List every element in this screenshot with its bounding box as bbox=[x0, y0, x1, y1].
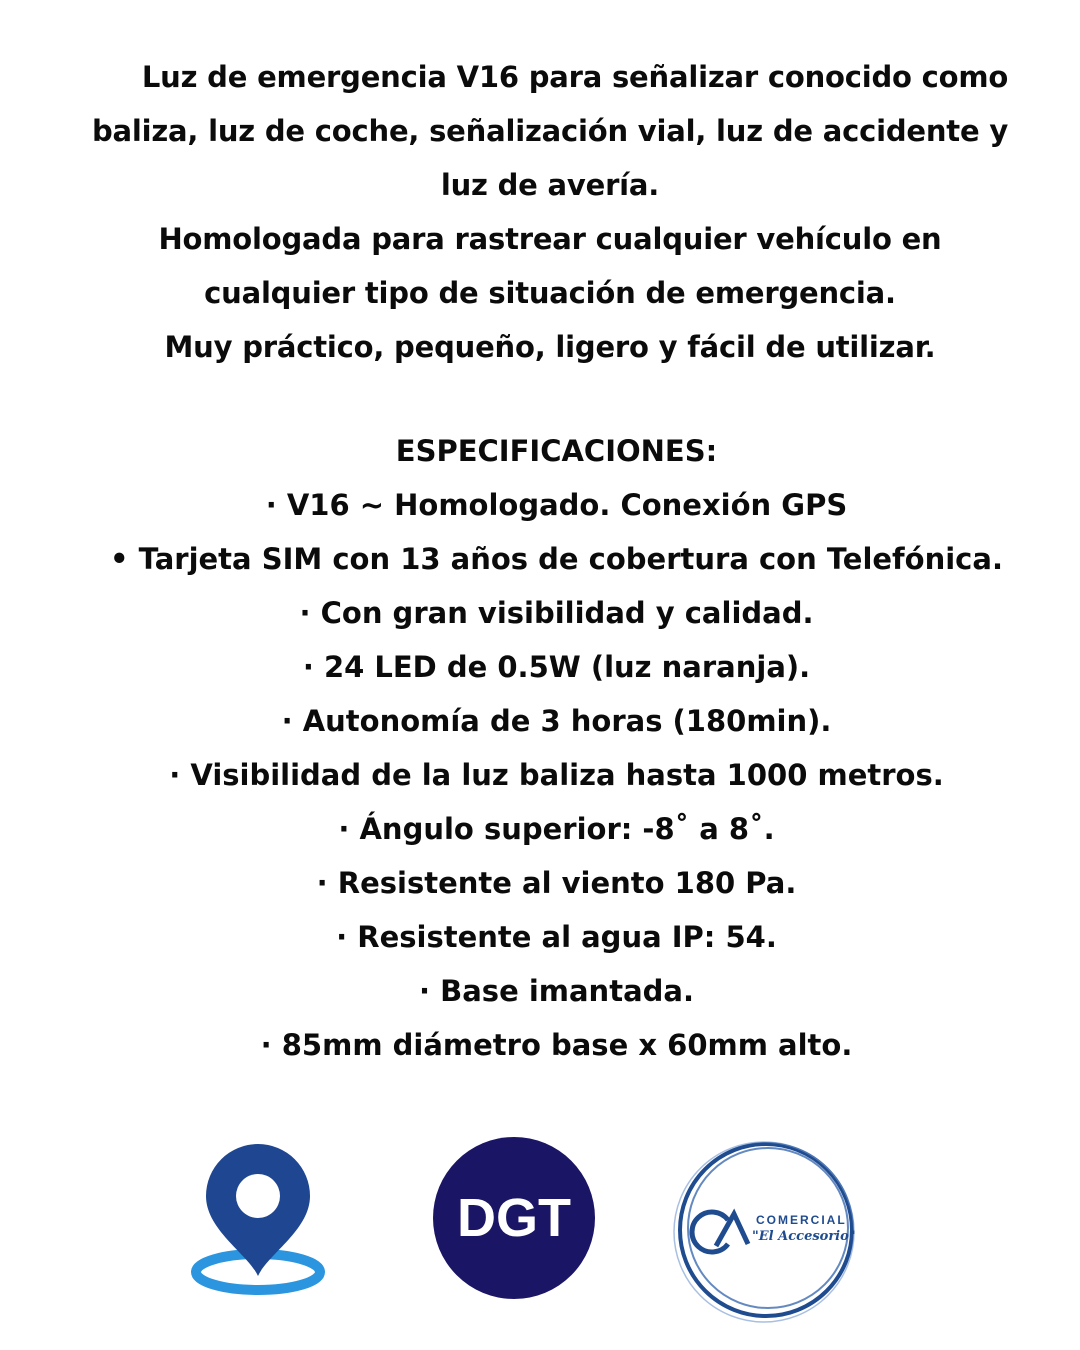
spec-item: · 85mm diámetro base x 60mm alto. bbox=[260, 1028, 853, 1062]
location-pin-icon bbox=[188, 1144, 328, 1296]
intro-line: Homologada para rastrear cualquier vehículo en bbox=[158, 222, 942, 256]
shop-logo-line1: COMERCIAL bbox=[756, 1213, 847, 1227]
spec-item: · Base imantada. bbox=[419, 974, 694, 1008]
dgt-logo-text: DGT bbox=[457, 1188, 571, 1248]
spec-item: · Resistente al viento 180 Pa. bbox=[316, 866, 797, 900]
intro-line: baliza, luz de coche, señalización vial, luz de accidente y bbox=[91, 114, 1009, 148]
specs-heading: ESPECIFICACIONES: bbox=[395, 434, 718, 468]
comercial-el-accesorio-logo bbox=[668, 1132, 864, 1328]
spec-item: · V16 ~ Homologado. Conexión GPS bbox=[265, 488, 848, 522]
specs-list bbox=[0, 478, 1080, 1072]
dgt-logo bbox=[433, 1137, 595, 1299]
intro-text bbox=[20, 50, 1080, 374]
spec-item: · Con gran visibilidad y calidad. bbox=[299, 596, 814, 630]
spec-item: · Visibilidad de la luz baliza hasta 1000 metros. bbox=[169, 758, 944, 792]
spec-item: · Autonomía de 3 horas (180min). bbox=[281, 704, 832, 738]
intro-line: cualquier tipo de situación de emergencia. bbox=[204, 276, 896, 310]
spec-item: · Ángulo superior: -8˚ a 8˚. bbox=[338, 812, 775, 846]
spec-item: · 24 LED de 0.5W (luz naranja). bbox=[302, 650, 811, 684]
intro-line: Luz de emergencia V16 para señalizar conocido como bbox=[141, 60, 1009, 94]
spec-item: • Tarjeta SIM con 13 años de cobertura con Telefónica. bbox=[110, 542, 1003, 576]
intro-line: Muy práctico, pequeño, ligero y fácil de utilizar. bbox=[164, 330, 936, 364]
shop-logo-line2: "El Accesorio" bbox=[752, 1229, 856, 1244]
intro-line: luz de avería. bbox=[440, 168, 660, 202]
spec-item: · Resistente al agua IP: 54. bbox=[336, 920, 777, 954]
